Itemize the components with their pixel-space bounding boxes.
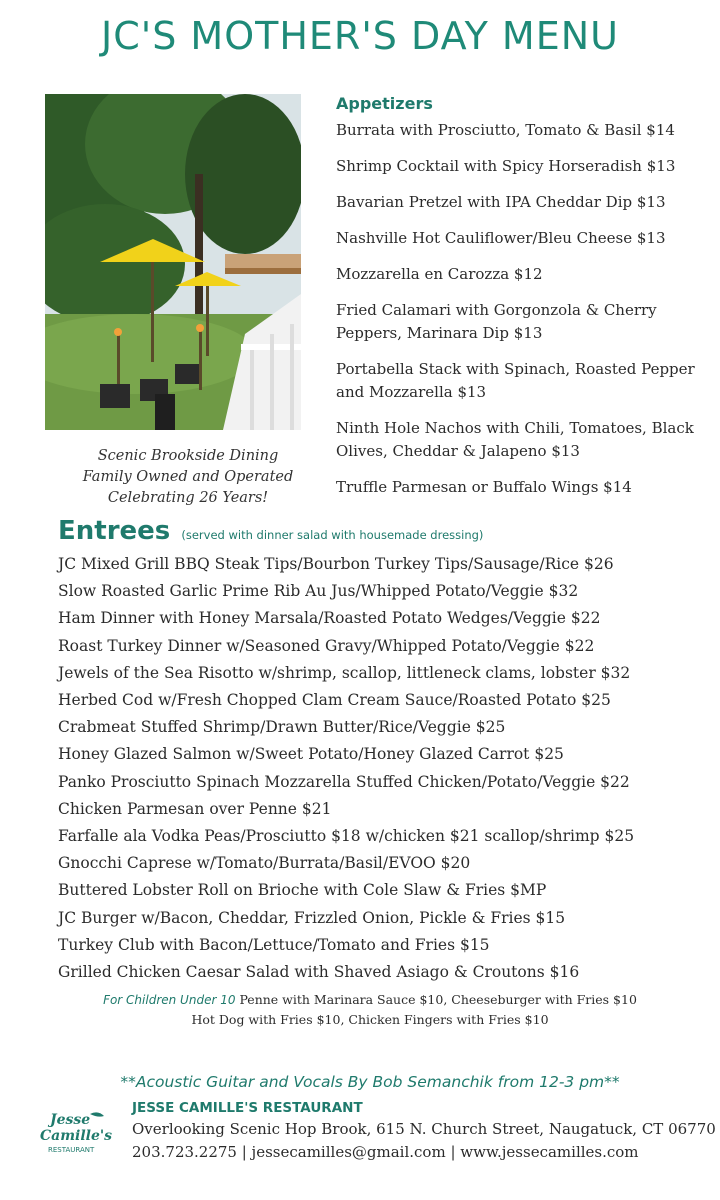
- appetizer-item: Fried Calamari with Gorgonzola & Cherry Peppers, Marinara Dip $13: [336, 301, 657, 342]
- fish-icon: [90, 1112, 104, 1116]
- entree-item: Turkey Club with Bacon/Lettuce/Tomato and Fries $15: [58, 935, 490, 954]
- entree-item: Gnocchi Caprese w/Tomato/Burrata/Basil/EVOO $20: [58, 854, 471, 873]
- children-line-1: [0, 990, 720, 1010]
- appetizer-item: Nashville Hot Cauliflower/Bleu Cheese $13: [336, 229, 666, 247]
- footer-info: [132, 1099, 716, 1164]
- appetizer-item: Bavarian Pretzel with IPA Cheddar Dip $13: [336, 193, 666, 211]
- appetizer-item: Portabella Stack with Spinach, Roasted Pepper and Mozzarella $13: [336, 360, 695, 401]
- caption-line: Celebrating 26 Years!: [107, 490, 269, 506]
- entree-item: Slow Roasted Garlic Prime Rib Au Jus/Whipped Potato/Veggie $32: [58, 582, 579, 601]
- appetizers-heading: Appetizers: [336, 94, 433, 113]
- appetizer-item: Shrimp Cocktail with Spicy Horseradish $13: [336, 157, 676, 175]
- entree-item: Farfalle ala Vodka Peas/Prosciutto $18 w/chicken $21 scallop/shrimp $25: [58, 827, 635, 846]
- entree-item: Panko Prosciutto Spinach Mozzarella Stuffed Chicken/Potato/Veggie $22: [58, 772, 630, 791]
- logo-text-2: Camille's: [40, 1128, 113, 1144]
- appetizers-section: [336, 94, 706, 512]
- restaurant-contact: 203.723.2275 | jessecamilles@gmail.com | www.jessecamilles.com: [132, 1143, 639, 1161]
- children-items-2: Hot Dog with Fries $10, Chicken Fingers with Fries $10: [191, 1012, 549, 1027]
- entree-item: Ham Dinner with Honey Marsala/Roasted Potato Wedges/Veggie $22: [58, 609, 601, 628]
- entree-item: Roast Turkey Dinner w/Seasoned Gravy/Whipped Potato/Veggie $22: [58, 636, 595, 655]
- children-menu: [0, 990, 720, 1029]
- entree-item: Herbed Cod w/Fresh Chopped Clam Cream Sauce/Roasted Potato $25: [58, 691, 611, 710]
- appetizers-list: [336, 119, 706, 499]
- photo-caption: [45, 446, 331, 509]
- entree-item: JC Mixed Grill BBQ Steak Tips/Bourbon Turkey Tips/Sausage/Rice $26: [58, 555, 614, 573]
- caption-line: Scenic Brookside Dining: [97, 448, 279, 464]
- entree-item: Honey Glazed Salmon w/Sweet Potato/Honey Glazed Carrot $25: [58, 745, 564, 764]
- entrees-header: [58, 516, 483, 546]
- children-items-1: Penne with Marinara Sauce $10, Cheeseburger with Fries $10: [239, 992, 637, 1007]
- entree-item: JC Burger w/Bacon, Cheddar, Frizzled Onion, Pickle & Fries $15: [58, 908, 566, 927]
- logo-text-1: Jesse: [50, 1112, 91, 1128]
- entrees-note: (served with dinner salad with housemade dressing): [181, 528, 484, 542]
- live-music-note: **Acoustic Guitar and Vocals By Bob Semanchik from 12-3 pm**: [120, 1073, 620, 1091]
- entree-item: Buttered Lobster Roll on Brioche with Cole Slaw & Fries $MP: [58, 881, 547, 900]
- appetizer-item: Mozzarella en Carozza $12: [336, 265, 543, 283]
- entree-item: Crabmeat Stuffed Shrimp/Drawn Butter/Rice/Veggie $25: [58, 718, 506, 737]
- children-lead: For Children Under 10: [103, 993, 236, 1007]
- restaurant-name: JESSE CAMILLE'S RESTAURANT: [132, 1100, 363, 1116]
- caption-line: Family Owned and Operated: [82, 469, 294, 485]
- patio-photo: [45, 94, 301, 430]
- appetizer-item: Burrata with Prosciutto, Tomato & Basil $14: [336, 121, 675, 139]
- appetizer-item: Ninth Hole Nachos with Chili, Tomatoes, Black Olives, Cheddar & Jalapeno $13: [336, 419, 694, 460]
- appetizer-item: Truffle Parmesan or Buffalo Wings $14: [336, 478, 632, 496]
- entrees-list: [58, 551, 708, 986]
- entrees-heading: Entrees: [58, 516, 171, 546]
- logo-text-3: RESTAURANT: [48, 1146, 95, 1154]
- entree-item: Jewels of the Sea Risotto w/shrimp, scallop, littleneck clams, lobster $32: [58, 663, 631, 682]
- menu-title: JC'S MOTHER'S DAY MENU: [101, 14, 619, 58]
- entree-item: Grilled Chicken Caesar Salad with Shaved Asiago & Croutons $16: [58, 963, 580, 982]
- restaurant-address: Overlooking Scenic Hop Brook, 615 N. Church Street, Naugatuck, CT 06770: [132, 1120, 716, 1138]
- restaurant-logo: [38, 1108, 118, 1156]
- entree-item: Chicken Parmesan over Penne $21: [58, 799, 332, 818]
